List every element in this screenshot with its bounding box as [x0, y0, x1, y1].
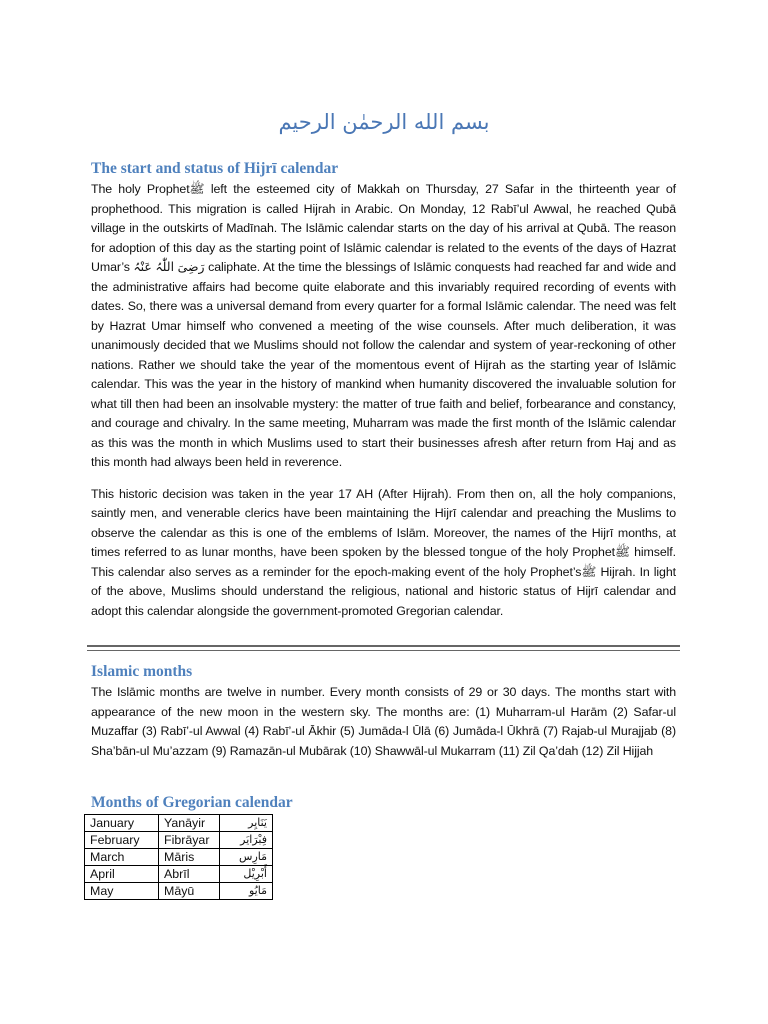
arabic-month-cell: مَارِس — [220, 849, 273, 866]
transliteration-cell: Yanāyir — [159, 815, 220, 832]
section-heading: Islamic months — [91, 663, 193, 680]
table-row — [85, 815, 273, 832]
english-month-cell: April — [85, 866, 159, 883]
transliteration-cell: Abrīl — [159, 866, 220, 883]
paragraph: The Islāmic months are twelve in number. Every month consists of 29 or 30 days. The months start with appearance of the new moon in the western sky. The months are: (1) Muharram-ul Harām (2) Safar-ul Muzaffar (3) Rabī’-ul Awwal (4) Rabī’-ul Ākhir (5) Jumāda-l Ūlā (6) Jumāda-l Ūkhrā (7) Rajab-ul Murajjab (8) Sha’bān-ul Mu’azzam (9) Ramazān-ul Mubārak (10) Shawwāl-ul Mukarram (11) Zil Qa’dah (12) Zil Hijjah — [91, 685, 676, 758]
table-row — [85, 832, 273, 849]
paragraph: The holy Prophetﷺ left the esteemed city of Makkah on Thursday, 27 Safar in the thirteenth year of prophethood. This migration is called Hijrah in Arabic. On Monday, 12 Rabī’ul Awwal, he reached Qubā village in the outskirts of Madīnah. The Islāmic calendar starts on the day of his arrival at Qubā. The reason for adoption of this day as the starting point of Islāmic calendar is related to the events of the days of Hazrat Umar’s رَضِیَ اللّٰہُ عَنْہُ caliphate. At the time the blessings of Islāmic conquests had reached far and wide and the administrative affairs had become quite elaborate and this invariably required recording of events with dates. So, there was a universal demand from every quarter for a formal Islāmic calendar. The need was felt by Hazrat Umar himself who convened a meeting of the wise counsels. After much deliberation, it was unanimously decided that we Muslims should not follow the calendar and system of year-reckoning of other nations. Rather we should take the year of the momentous event of Hijrah as the starting year of Islāmic calendar. This was the year in the history of mankind when humanity discovered the invaluable solution for what till then had been an insolvable mystery: the matter of true faith and belief, forbearance and constancy, and courage and chivalry. In the same meeting, Muharram was made the first month of the Islāmic calendar as this was the month in which Muslims used to start their businesses afresh after return from Haj and as this month had always been held in reverence. — [91, 182, 676, 469]
section-hijri-calendar — [91, 158, 676, 621]
transliteration-cell: Māyū — [159, 883, 220, 900]
arabic-month-cell: أَبْرِيْل — [220, 866, 273, 883]
english-month-cell: January — [85, 815, 159, 832]
section-heading: Months of Gregorian calendar — [91, 794, 293, 811]
english-month-cell: February — [85, 832, 159, 849]
arabic-month-cell: يَنَايِر — [220, 815, 273, 832]
section-divider — [87, 645, 680, 651]
paragraph: This historic decision was taken in the year 17 AH (After Hijrah). From then on, all the holy companions, saintly men, and venerable clerics have been maintaining the Hijrī calendar and preaching the Muslims to observe the calendar as this is one of the emblems of Islām. Moreover, the names of the Hijrī months, at times referred to as lunar months, have been spoken by the blessed tongue of the holy Prophetﷺ himself. This calendar also serves as a reminder for the epoch-making event of the holy Prophet’sﷺ Hijrah. In light of the above, Muslims should understand the religious, national and historic status of Hijrī calendar and adopt this calendar alongside the government-promoted Gregorian calendar. — [91, 486, 676, 618]
table-row — [85, 866, 273, 883]
table-row — [85, 883, 273, 900]
transliteration-cell: Fibrāyar — [159, 832, 220, 849]
gregorian-months-table — [84, 814, 273, 900]
table-row — [85, 849, 273, 866]
bismillah-heading: بسم الله الرحمٰن الرحیم — [278, 110, 490, 134]
section-gregorian-months — [91, 792, 676, 814]
english-month-cell: May — [85, 883, 159, 900]
arabic-month-cell: فِبْرَايَر — [220, 832, 273, 849]
transliteration-cell: Māris — [159, 849, 220, 866]
section-islamic-months — [91, 661, 676, 761]
arabic-month-cell: مَايُو — [220, 883, 273, 900]
english-month-cell: March — [85, 849, 159, 866]
section-heading: The start and status of Hijrī calendar — [91, 160, 339, 177]
